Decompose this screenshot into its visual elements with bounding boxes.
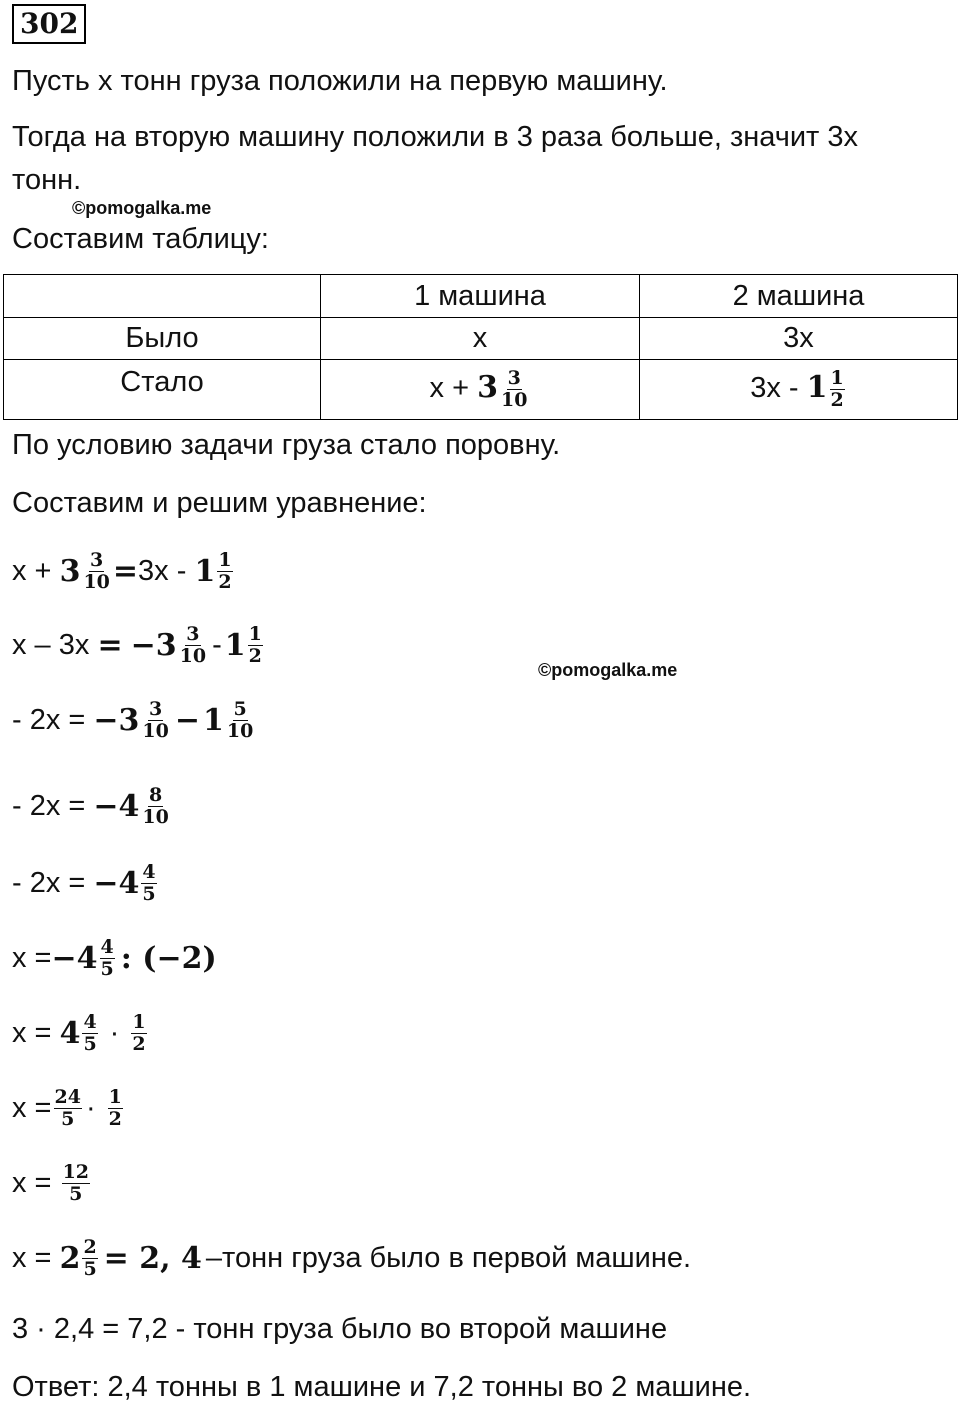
fraction (82, 550, 110, 593)
fraction-denominator: 2 (218, 571, 232, 593)
fraction-numerator: 4 (83, 1011, 97, 1033)
fraction-numerator: 12 (62, 1161, 90, 1183)
fraction-denominator: 2 (830, 389, 844, 411)
whole-part: −4 (93, 866, 140, 901)
whole-part: 4 (59, 1016, 81, 1051)
step-lhs: - 2x = (12, 867, 86, 899)
second-truck-calc: 3 · 2,4 = 7,2 - тонн груза было во второй машине (12, 1313, 668, 1345)
fraction-numerator: 1 (830, 367, 844, 389)
equation-step-7 (12, 1012, 149, 1055)
fraction-denominator: 2 (108, 1108, 122, 1130)
divisor: : (−2) (120, 941, 217, 976)
expr-prefix: x + (429, 372, 470, 405)
fraction (100, 937, 115, 980)
whole-part: −3 (93, 703, 140, 738)
fraction (108, 1087, 123, 1130)
result-value: = 2, 4 (103, 1241, 202, 1276)
fraction (248, 624, 263, 667)
fraction (131, 1012, 146, 1055)
whole-part: −4 (51, 941, 98, 976)
whole-part: 3 (477, 370, 498, 406)
table-header-truck-2: 2 машина (640, 275, 958, 318)
data-table (3, 274, 958, 420)
fraction-numerator: 1 (132, 1011, 146, 1033)
step-lhs: x – 3x (12, 629, 90, 661)
step-lhs: - 2x = (12, 790, 86, 822)
condition-text: По условию задачи груза стало поровну. (12, 429, 561, 461)
fraction (500, 368, 528, 411)
whole-part: 1 (806, 370, 828, 406)
step-lhs: x = (12, 942, 52, 974)
whole-part: 1 (194, 554, 216, 589)
fraction (226, 699, 254, 742)
equation-step-2 (12, 624, 265, 667)
fraction-denominator: 5 (69, 1183, 83, 1205)
step-lhs: x = (12, 1092, 52, 1124)
fraction-denominator: 5 (100, 958, 114, 980)
whole-part: −4 (93, 789, 140, 824)
fraction-denominator: 2 (248, 645, 262, 667)
intro-line-1: Пусть x тонн груза положили на первую машину. (12, 65, 668, 97)
fraction-denominator: 10 (179, 645, 207, 667)
fraction (217, 550, 232, 593)
multiply-dot: · (85, 1092, 96, 1124)
table-header-row (4, 275, 958, 318)
expr-prefix: 3x - (750, 372, 799, 405)
whole-part: 1 (203, 703, 224, 738)
equals-sign: = (112, 554, 139, 589)
equation-step-1 (12, 550, 235, 593)
fraction-denominator: 2 (132, 1033, 146, 1055)
step-rhs: 3x - (138, 555, 187, 587)
problem-number: 302 (12, 4, 86, 44)
equation-step-8 (12, 1087, 125, 1130)
step-lhs: - 2x = (12, 704, 86, 736)
fraction-denominator: 10 (142, 806, 169, 828)
fraction (82, 1012, 97, 1055)
fraction-numerator: 3 (149, 698, 163, 720)
fraction-numerator: 5 (233, 698, 247, 720)
equation-step-4 (12, 785, 172, 828)
operator: − (174, 703, 201, 738)
fraction-numerator: 3 (90, 549, 104, 571)
whole-part: 2 (59, 1241, 81, 1276)
whole-part: 3 (59, 554, 81, 589)
equation-step-10 (12, 1237, 691, 1280)
fraction-denominator: 5 (83, 1258, 97, 1280)
table-cell-was-label: Было (4, 318, 321, 360)
fraction-numerator: 1 (218, 549, 232, 571)
fraction-denominator: 10 (226, 720, 254, 742)
operator: - (212, 629, 222, 661)
table-cell-was-truck-1: x (321, 318, 640, 360)
fraction-numerator: 3 (186, 623, 200, 645)
step-lhs: x = (12, 1242, 52, 1274)
whole-part: 1 (224, 628, 246, 663)
step-lhs: x = (12, 1167, 52, 1199)
equals-sign: = (97, 628, 123, 663)
equation-intro: Составим и решим уравнение: (12, 487, 427, 519)
fraction-denominator: 10 (83, 571, 110, 593)
fraction-numerator: 1 (248, 623, 262, 645)
fraction (82, 1237, 97, 1280)
fraction (830, 368, 845, 411)
fraction (141, 699, 169, 742)
fraction-denominator: 10 (500, 389, 528, 411)
fraction-numerator: 2 (83, 1236, 97, 1258)
fraction (141, 785, 169, 828)
table-cell-became-truck-2 (640, 360, 958, 420)
equation-step-3 (12, 699, 256, 742)
step-lhs: x = (12, 1017, 52, 1049)
multiply-dot: · (109, 1017, 120, 1049)
table-cell-became-label: Стало (4, 360, 321, 420)
fraction-numerator: 3 (507, 367, 521, 389)
intro-line-2a: Тогда на вторую машину положили в 3 раза больше, значит 3x (12, 121, 859, 153)
intro-line-2b: тонн. (12, 164, 82, 196)
table-cell-became-truck-1 (321, 360, 640, 420)
fraction (179, 624, 207, 667)
watermark-top: ©pomogalka.me (72, 198, 212, 218)
fraction (62, 1162, 90, 1205)
fraction-denominator: 5 (142, 883, 156, 905)
table-row-became (4, 360, 958, 420)
fraction (54, 1087, 82, 1130)
result-explanation: –тонн груза было в первой машине. (205, 1242, 692, 1274)
fraction (141, 862, 156, 905)
table-header-empty (4, 275, 321, 318)
fraction-numerator: 8 (149, 784, 163, 806)
equation-step-5 (12, 862, 159, 905)
step-lhs: x + (12, 555, 52, 587)
table-header-truck-1: 1 машина (321, 275, 640, 318)
fraction-numerator: 4 (142, 861, 156, 883)
equation-step-6 (12, 937, 217, 980)
fraction-numerator: 4 (100, 936, 114, 958)
fraction-denominator: 10 (142, 720, 169, 742)
watermark-middle: ©pomogalka.me (538, 660, 678, 680)
equation-step-9 (12, 1162, 92, 1205)
whole-part: −3 (130, 628, 177, 663)
fraction-numerator: 24 (54, 1086, 81, 1108)
table-intro: Составим таблицу: (12, 223, 269, 255)
fraction-denominator: 5 (61, 1108, 75, 1130)
table-cell-was-truck-2: 3x (640, 318, 958, 360)
table-row-was (4, 318, 958, 360)
answer-text: Ответ: 2,4 тонны в 1 машине и 7,2 тонны во 2 машине. (12, 1371, 752, 1403)
fraction-numerator: 1 (108, 1086, 122, 1108)
fraction-denominator: 5 (83, 1033, 97, 1055)
